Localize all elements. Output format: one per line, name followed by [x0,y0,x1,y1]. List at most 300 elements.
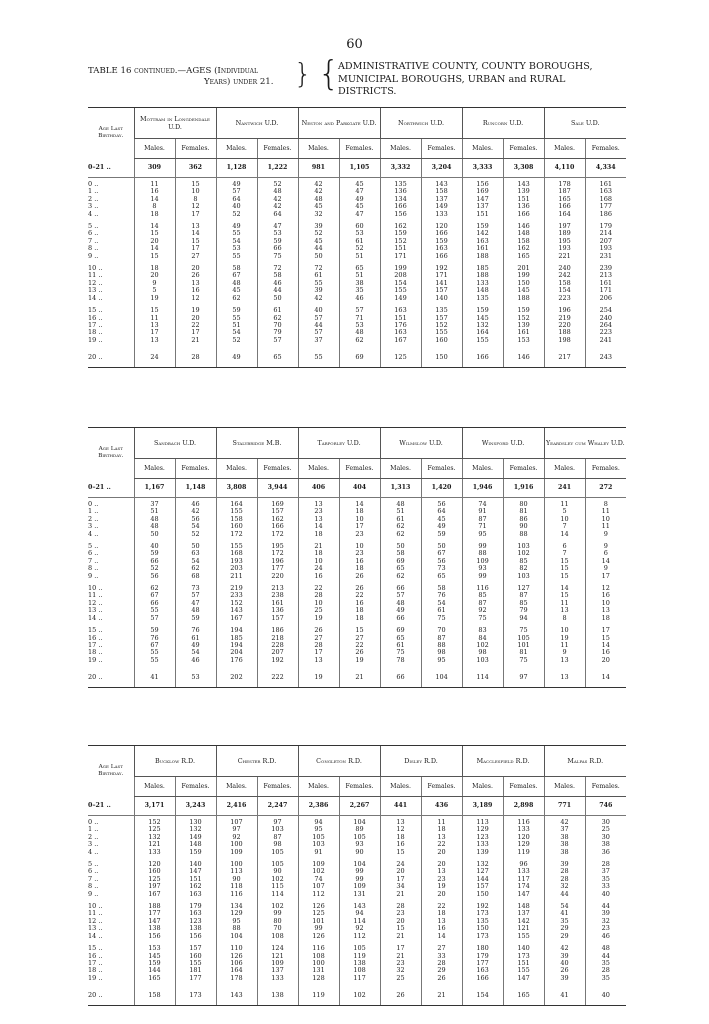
males-header: Males. [216,777,257,797]
count-cell: 188 [462,253,503,260]
count-cell: 129 [216,910,257,917]
count-cell: 54 [421,600,462,607]
count-cell: 25 [298,607,339,614]
count-cell: 69 [380,627,421,634]
count-cell: 202 [216,669,257,687]
count-cell: 44 [585,903,626,910]
age-cell: 16 .. [88,633,103,642]
count-cell: 155 [175,960,216,967]
age-cell: 10 .. [88,902,103,911]
count-cell: 159 [462,307,503,314]
males-header: Males. [134,777,175,797]
count-cell: 177 [462,960,503,967]
count-cell: 62 [175,565,216,572]
count-cell: 180 [462,945,503,952]
count-cell: 13 [134,322,175,329]
age-cell: 13 .. [88,924,103,933]
count-cell: 223 [544,295,585,302]
count-cell: 148 [175,841,216,848]
count-cell: 9 [585,543,626,550]
age-cell: 0–21 .. [88,797,134,816]
count-cell: 27 [298,635,339,642]
count-cell: 146 [503,349,544,367]
count-cell: 54 [175,558,216,565]
count-cell: 50 [380,543,421,550]
count-cell: 16 [134,188,175,195]
count-cell: 75 [503,627,544,634]
count-cell: 52 [134,565,175,572]
count-cell: 48 [298,196,339,203]
count-cell: 79 [503,607,544,614]
count-cell: 74 [298,876,339,883]
count-cell: 11 [134,315,175,322]
age-cell: 18 .. [88,966,103,975]
count-cell: 90 [257,868,298,875]
count-cell: 61 [421,607,462,614]
count-cell: 21 [175,337,216,344]
count-cell: 217 [544,349,585,367]
count-cell: 59 [216,307,257,314]
males-header: Males. [298,777,339,797]
count-cell: 157 [421,315,462,322]
count-cell: 18 [585,615,626,622]
count-cell: 152 [421,322,462,329]
count-cell: 10 [339,543,380,550]
count-cell: 123 [175,918,216,925]
count-cell: 133 [462,280,503,287]
count-cell: 55 [134,607,175,614]
table-row [88,479,626,498]
count-cell: 14 [134,245,175,252]
count-cell: 151 [503,196,544,203]
age-cell: 6 .. [88,229,99,238]
count-cell: 88 [462,550,503,557]
count-cell: 18 [339,565,380,572]
count-cell: 47 [175,600,216,607]
count-cell: 177 [585,203,626,210]
count-cell: 46 [257,280,298,287]
count-cell: 20 [380,918,421,925]
count-cell: 143 [339,903,380,910]
count-cell: 56 [175,516,216,523]
age-cell: 11 .. [88,591,103,600]
count-cell: 67 [421,550,462,557]
count-cell: 211 [216,573,257,580]
count-cell: 178 [544,181,585,188]
age-cell: 9 .. [88,889,99,898]
count-cell: 13 [298,501,339,508]
count-cell: 166 [421,253,462,260]
count-cell: 194 [216,627,257,634]
count-cell: 88 [216,925,257,932]
count-cell: 27 [339,635,380,642]
count-cell: 51 [216,322,257,329]
count-cell: 52 [298,230,339,237]
count-cell: 131 [298,967,339,974]
count-cell: 103 [503,573,544,580]
count-cell: 19 [134,295,175,302]
count-cell: 72 [298,265,339,272]
count-cell: 179 [585,223,626,230]
count-cell: 48 [339,329,380,336]
count-cell: 15 [134,307,175,314]
count-cell: 15 [339,627,380,634]
count-cell: 55 [298,280,339,287]
count-cell: 139 [503,188,544,195]
males-header: Males. [134,139,175,159]
count-cell: 19 [339,657,380,664]
count-cell: 22 [339,592,380,599]
females-header: Females. [339,139,380,159]
age-cell: 20 .. [88,353,103,362]
count-cell: 95 [462,531,503,538]
count-cell: 140 [421,295,462,302]
count-cell: 120 [503,834,544,841]
count-cell: 173 [462,933,503,940]
count-cell: 45 [298,238,339,245]
count-cell: 18 [339,615,380,622]
count-cell: 102 [257,903,298,910]
count-cell: 50 [298,253,339,260]
count-cell: 103 [298,841,339,848]
count-cell: 12 [380,826,421,833]
count-cell: 145 [462,315,503,322]
age-cell: 2 .. [88,194,99,203]
count-cell: 3,204 [421,159,462,178]
count-cell: 75 [380,649,421,656]
females-header: Females. [503,777,544,797]
count-cell: 58 [257,272,298,279]
count-cell: 166 [421,230,462,237]
count-cell: 114 [257,891,298,898]
count-cell: 22 [175,322,216,329]
count-cell: 22 [421,903,462,910]
count-cell: 107 [298,883,339,890]
count-cell: 42 [544,819,585,826]
count-cell: 92 [462,607,503,614]
count-cell: 203 [216,565,257,572]
count-cell: 49 [216,181,257,188]
count-cell: 161 [462,245,503,252]
count-cell: 16 [298,573,339,580]
count-cell: 238 [257,592,298,599]
count-cell: 48 [175,607,216,614]
count-cell: 2,416 [216,797,257,816]
males-header: Males. [216,139,257,159]
count-cell: 143 [503,181,544,188]
count-cell: 104 [339,819,380,826]
count-cell: 144 [134,967,175,974]
age-table [88,746,626,1005]
count-cell: 171 [421,272,462,279]
count-cell: 172 [216,531,257,538]
count-cell: 104 [339,861,380,868]
age-cell: 18 .. [88,648,103,657]
count-cell: 39 [585,910,626,917]
count-cell: 98 [462,649,503,656]
count-cell: 143 [216,987,257,1005]
age-cell: 4 .. [88,209,99,218]
count-cell: 136 [503,203,544,210]
count-cell: 35 [544,918,585,925]
count-cell: 97 [503,669,544,687]
count-cell: 14 [298,523,339,530]
count-cell: 58 [421,585,462,592]
count-cell: 105 [257,849,298,856]
count-cell: 22 [298,585,339,592]
count-cell: 243 [585,349,626,367]
count-cell: 41 [544,910,585,917]
count-cell: 25 [585,826,626,833]
count-cell: 188 [544,329,585,336]
table-row [88,349,626,367]
count-cell: 86 [503,516,544,523]
age-cell: 20 .. [88,991,103,1000]
count-cell: 109 [257,960,298,967]
count-cell: 18 [298,550,339,557]
age-table [88,428,626,687]
count-cell: 44 [585,953,626,960]
count-cell: 20 [175,265,216,272]
count-cell: 42 [257,196,298,203]
count-cell: 127 [462,868,503,875]
area-line-3: DISTRICTS. [338,86,397,97]
count-cell: 162 [380,223,421,230]
count-cell: 6 [544,543,585,550]
age-cell: 19 .. [88,335,103,344]
age-cell: 7 .. [88,556,99,565]
count-cell: 20 [421,891,462,898]
count-cell: 80 [503,501,544,508]
count-cell: 62 [216,295,257,302]
district-header: Bucklow R.D. [134,746,216,777]
count-cell: 103 [503,543,544,550]
count-cell: 74 [462,501,503,508]
count-cell: 139 [462,849,503,856]
count-cell: 219 [544,315,585,322]
count-cell: 123 [462,834,503,841]
count-cell: 57 [380,592,421,599]
count-cell: 188 [462,272,503,279]
count-cell: 143 [421,181,462,188]
district-header: Sale U.D. [544,108,626,139]
page-number: 60 [346,37,363,52]
count-cell: 119 [298,987,339,1005]
count-cell: 155 [216,543,257,550]
count-cell: 158 [544,280,585,287]
count-cell: 187 [544,188,585,195]
count-cell: 39 [298,287,339,294]
count-cell: 49 [421,523,462,530]
count-cell: 32 [298,211,339,218]
count-cell: 18 [134,211,175,218]
table-row [88,797,626,816]
males-header: Males. [380,459,421,479]
count-cell: 90 [503,523,544,530]
males-header: Males. [380,139,421,159]
count-cell: 132 [462,322,503,329]
count-cell: 103 [257,826,298,833]
count-cell: 26 [380,987,421,1005]
count-cell: 155 [216,508,257,515]
count-cell: 42 [298,181,339,188]
age-header: Age Last Birthday. [98,125,124,140]
count-cell: 11 [544,600,585,607]
count-cell: 207 [585,238,626,245]
count-cell: 107 [216,819,257,826]
count-cell: 58 [216,265,257,272]
age-cell: 8 .. [88,244,99,253]
count-cell: 17 [134,329,175,336]
count-cell: 65 [257,349,298,367]
count-cell: 208 [380,272,421,279]
count-cell: 163 [175,910,216,917]
count-cell: 138 [257,987,298,1005]
count-cell: 21 [421,987,462,1005]
age-cell: 3 .. [88,202,99,211]
table-row [88,615,626,622]
count-cell: 3,189 [462,797,503,816]
count-cell: 59 [134,550,175,557]
age-cell: 0 .. [88,180,99,188]
count-cell: 44 [257,287,298,294]
age-cell: 7 .. [88,236,99,245]
age-header: Age Last Birthday. [98,763,124,778]
count-cell: 40 [544,960,585,967]
count-cell: 19 [421,883,462,890]
count-cell: 137 [257,967,298,974]
count-cell: 26 [339,573,380,580]
count-cell: 159 [175,849,216,856]
count-cell: 23 [380,960,421,967]
count-cell: 93 [339,841,380,848]
district-header: Wilmslow U.D. [380,428,462,459]
age-cell: 2 .. [88,832,99,841]
count-cell: 138 [339,960,380,967]
males-header: Males. [298,459,339,479]
count-cell: 137 [503,910,544,917]
count-cell: 66 [380,615,421,622]
age-cell: 15 .. [88,306,103,315]
count-cell: 14 [544,531,585,538]
count-cell: 70 [257,925,298,932]
count-cell: 12 [585,585,626,592]
count-cell: 52 [175,531,216,538]
count-cell: 228 [257,642,298,649]
count-cell: 61 [380,516,421,523]
count-cell: 14 [175,230,216,237]
count-cell: 168 [216,550,257,557]
count-cell: 17 [339,523,380,530]
count-cell: 81 [503,649,544,656]
count-cell: 116 [298,945,339,952]
age-cell: 11 .. [88,271,103,280]
count-cell: 159 [503,307,544,314]
count-cell: 45 [298,203,339,210]
count-cell: 55 [216,315,257,322]
count-cell: 40 [585,987,626,1005]
age-cell: 17 .. [88,320,103,329]
count-cell: 188 [503,295,544,302]
count-cell: 69 [339,349,380,367]
count-cell: 20 [380,868,421,875]
count-cell: 17 [175,245,216,252]
count-cell: 20 [421,861,462,868]
count-cell: 112 [339,933,380,940]
count-cell: 94 [298,819,339,826]
count-cell: 165 [503,253,544,260]
count-cell: 1,420 [421,479,462,498]
count-cell: 151 [380,245,421,252]
count-cell: 135 [421,307,462,314]
count-cell: 28 [380,903,421,910]
age-cell: 17 .. [88,640,103,649]
age-cell: 3 .. [88,840,99,849]
count-cell: 42 [298,295,339,302]
count-cell: 49 [216,349,257,367]
count-cell: 66 [257,245,298,252]
count-cell: 15 [544,573,585,580]
count-cell: 18 [339,508,380,515]
count-cell: 103 [462,657,503,664]
count-cell: 13 [298,657,339,664]
age-cell: 4 .. [88,847,99,856]
count-cell: 171 [380,253,421,260]
count-cell: 147 [503,975,544,982]
count-cell: 91 [298,849,339,856]
age-cell: 19 .. [88,973,103,982]
count-cell: 157 [257,615,298,622]
count-cell: 3,332 [380,159,421,178]
count-cell: 15 [544,565,585,572]
count-cell: 28 [585,967,626,974]
count-cell: 18 [421,826,462,833]
count-cell: 114 [339,918,380,925]
count-cell: 138 [175,925,216,932]
count-cell: 15 [175,181,216,188]
count-cell: 44 [298,245,339,252]
count-cell: 152 [380,238,421,245]
count-cell: 160 [216,523,257,530]
count-cell: 162 [503,245,544,252]
count-cell: 46 [585,933,626,940]
count-cell: 15 [544,558,585,565]
count-cell: 26 [421,975,462,982]
count-cell: 57 [298,315,339,322]
count-cell: 48 [257,188,298,195]
count-cell: 39 [544,861,585,868]
count-cell: 223 [585,329,626,336]
count-cell: 172 [257,550,298,557]
table-row [88,891,626,898]
count-cell: 40 [134,543,175,550]
count-cell: 160 [421,337,462,344]
count-cell: 109 [462,558,503,565]
count-cell: 15 [175,238,216,245]
count-cell: 160 [134,868,175,875]
count-cell: 59 [175,615,216,622]
age-cell: 15 .. [88,944,103,953]
count-cell: 51 [339,253,380,260]
count-cell: 52 [257,181,298,188]
count-cell: 1,916 [503,479,544,498]
count-cell: 53 [175,669,216,687]
count-cell: 119 [503,849,544,856]
count-cell: 36 [585,849,626,856]
males-header: Males. [380,777,421,797]
count-cell: 76 [175,627,216,634]
count-cell: 38 [585,841,626,848]
